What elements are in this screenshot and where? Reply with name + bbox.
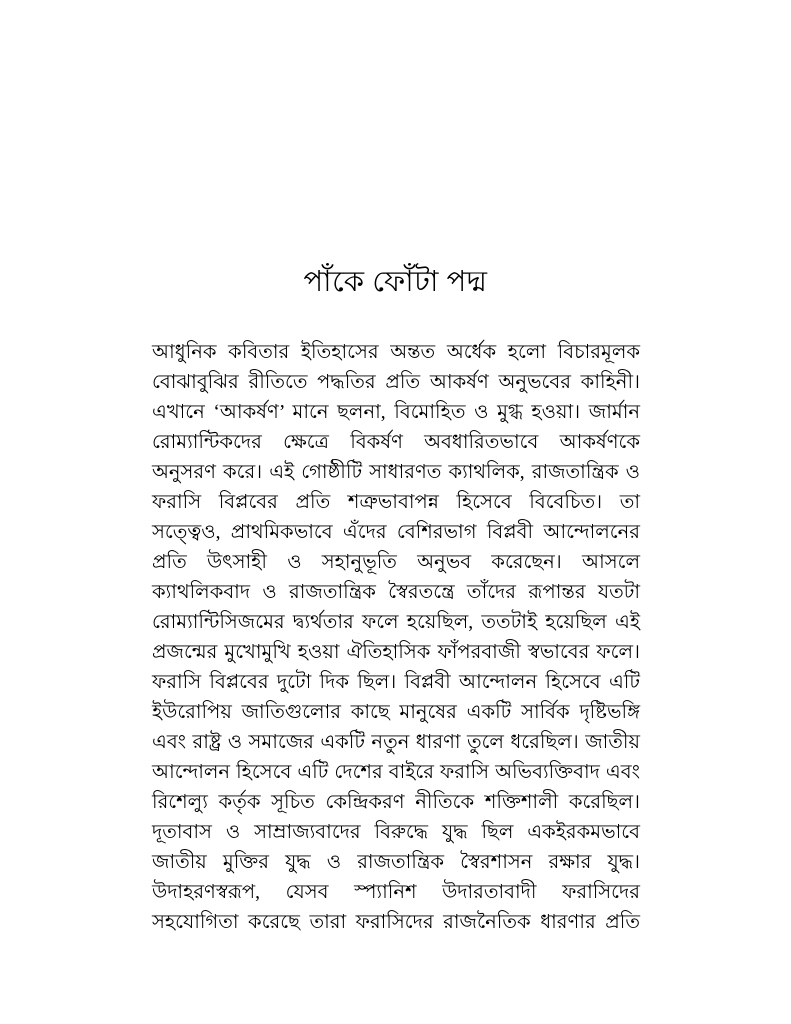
body-text-block <box>152 338 640 968</box>
body-paragraph: আধুনিক কবিতার ইতিহাসের অন্তত অর্ধেক হলো বিচারমূলক বোঝাবুঝির রীতিতে পদ্ধতির প্রতি আকর্ষণ অনুভবের কাহিনী। এখানে ‘আকর্ষণ’ মানে ছলনা, বিমোহিত ও মুগ্ধ হওয়া। জার্মান রোম্যান্টিকদের ক্ষেত্রে বিকর্ষণ অবধারিতভাবে আকর্ষণকে অনুসরণ করে। এই গোষ্ঠীটি সাধারণত ক্যাথলিক, রাজতান্ত্রিক ও ফরাসি বিপ্লবের প্রতি শত্রুভাবাপন্ন হিসেবে বিবেচিত। তা সত্ত্বেও, প্রাথমিকভাবে এঁদের বেশিরভাগ বিপ্লবী আন্দোলনের প্রতি উৎসাহী ও সহানুভূতি অনুভব করেছেন। আসলে ক্যাথলিকবাদ ও রাজতান্ত্রিক স্বৈরতন্ত্রে তাঁদের রূপান্তর যতটা রোম্যান্টিসিজমের দ্ব্যর্থতার ফলে হয়েছিল, ততটাই হয়েছিল এই প্রজন্মের মুখোমুখি হওয়া ঐতিহাসিক ফাঁপরবাজী স্বভাবের ফলে। ফরাসি বিপ্লবের দুটো দিক ছিল। বিপ্লবী আন্দোলন হিসেবে এটি ইউরোপিয় জাতিগুলোর কাছে মানুষের একটি সার্বিক দৃষ্টিভঙ্গি এবং রাষ্ট্র ও সমাজের একটি নতুন ধারণা তুলে ধরেছিল। জাতীয় আন্দোলন হিসেবে এটি দেশের বাইরে ফরাসি অভিব্যক্তিবাদ এবং রিশেল্যু কর্তৃক সূচিত কেন্দ্রিকরণ নীতিকে শক্তিশালী করেছিল। দূতাবাস ও সাম্রাজ্যবাদের বিরুদ্ধে যুদ্ধ ছিল একইরকমভাবে জাতীয় মুক্তির যুদ্ধ ও রাজতান্ত্রিক স্বৈরশাসন রক্ষার যুদ্ধ। উদাহরণস্বরূপ, যেসব স্প্যানিশ উদারতাবাদী ফরাসিদের সহযোগিতা করেছে তারা ফরাসিদের রাজনৈতিক ধারণার প্রতি <box>152 342 640 933</box>
page-title: পাঁকে ফোঁটা পদ্ম <box>303 266 488 298</box>
